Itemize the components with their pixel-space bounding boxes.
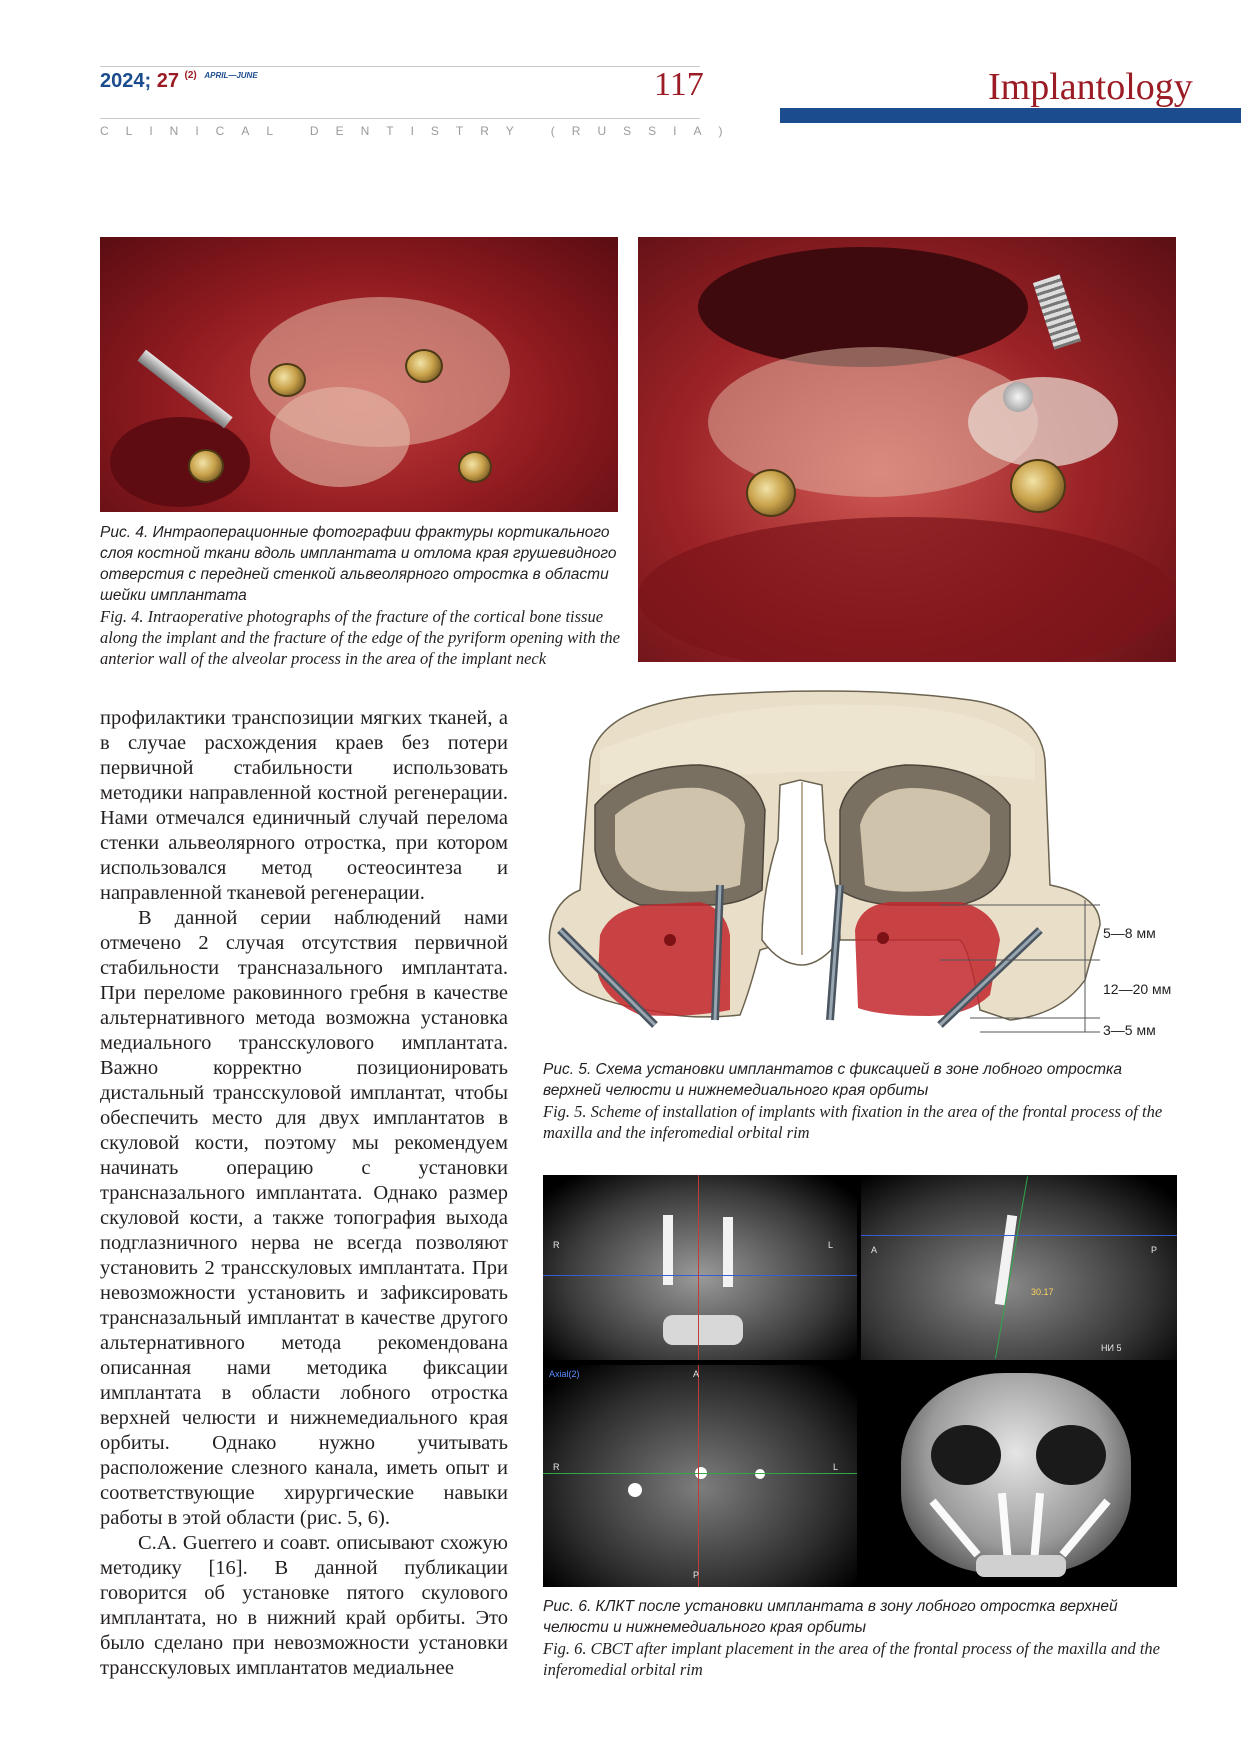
figure6-caption-en: Fig. 6. CBCT after implant placement in the area of the frontal process of the maxilla and the inferomedial orbital rim bbox=[543, 1639, 1161, 1679]
header-bottom-rule bbox=[100, 118, 700, 119]
ct-measurement: 30.17 bbox=[1031, 1287, 1054, 1297]
cbct-panel-axial bbox=[543, 1175, 857, 1360]
figure5-caption bbox=[543, 1059, 1183, 1143]
ct-label: L bbox=[828, 1240, 834, 1250]
cbct-panel-sagittal bbox=[861, 1175, 1177, 1360]
ct-label: A bbox=[693, 1369, 700, 1379]
figure6-cbct bbox=[543, 1175, 1177, 1587]
cbct-panel-3d bbox=[861, 1365, 1177, 1587]
journal-name: CLINICAL DENTISTRY (RUSSIA) bbox=[100, 124, 740, 138]
body-paragraph: профилактики транспозиции мягких тканей, а в случае расхождения краев без потери первичной стабильности использовать методики направленной костной регенерации. Нами отмечался единичный случай перелома стенки альвеолярного отростка, при котором использовался метод остеосинтеза и направленной тканевой регенерации. bbox=[100, 707, 508, 904]
ct-label: L bbox=[833, 1462, 839, 1472]
issue-number: (2) bbox=[184, 70, 197, 81]
implant-left-medial bbox=[715, 885, 720, 1020]
issue-months: APRIL—JUNE bbox=[204, 71, 258, 80]
figure4-caption-ru: Рис. 4. Интраоперационные фотографии фрактуры кортикального слоя костной ткани вдоль имплантата и отлома края грушевидного отверстия с передней стенкой альвеолярного отростка в области шейки имплантата bbox=[100, 524, 617, 604]
dimension-label-2: 12—20 мм bbox=[1103, 981, 1172, 997]
figure6-caption bbox=[543, 1596, 1183, 1680]
section-band bbox=[780, 108, 1241, 123]
figure4-caption-en: Fig. 4. Intraoperative photographs of the fracture of the cortical bone tissue along the implant and the fracture of the edge of the pyriform opening with the anterior wall of the alveolar process in the area of the implant neck bbox=[100, 607, 620, 668]
figure6-caption-ru: Рис. 6. КЛКТ после установки имплантата в зону лобного отростка верхней челюсти и нижнемедиального края орбиты bbox=[543, 1598, 1118, 1636]
figure5-skull-diagram bbox=[540, 690, 1182, 1042]
ct-label: R bbox=[553, 1240, 560, 1250]
body-paragraph: В данной серии наблюдений нами отмечено 2 случая отсутствия первичной стабильности трансназального имплантата. При переломе раковинного гребня в качестве альтернативного метода возможна установка медиального трансскулового имплантата. Важно корректно позиционировать дистальный трансскуловой имплантат, чтобы обеспечить место для двух имплантатов в скуловой кости, поэтому мы рекомендуем начинать операцию с установки трансназального имплантата. Однако размер скуловой кости, а также топография выхода подглазничного нерва не всегда позволяют установить 2 трансскуловых имплантата. При невозможности установить и зафиксировать трансназальный имплантат в качестве другого альтернативного метода рекомендована описанная нами методика фиксации имплантата в области лобного отростка верхней челюсти и нижнемедиального края орбиты. Однако нужно учитывать расположение слезного канала, иметь опыт и соответствующие хирургические навыки работы в этой области (рис. 5, 6). bbox=[100, 907, 508, 1529]
body-paragraph: C.A. Guerrero и соавт. описывают схожую методику [16]. В данной публикации говорится об установке пятого скулового имплантата, но в нижний край орбиты. Это было сделано при невозможности установки трансскуловых имплантатов медиальнее bbox=[100, 1532, 508, 1679]
zygomatic-zone-right bbox=[855, 902, 1000, 1016]
ct-label: НИ 5 bbox=[1101, 1343, 1122, 1353]
page-number: 117 bbox=[654, 66, 704, 103]
figure4-caption bbox=[100, 522, 620, 669]
ct-label: R bbox=[553, 1462, 560, 1472]
figure5-caption-en: Fig. 5. Scheme of installation of implants with fixation in the area of the frontal process of the maxilla and the inferomedial orbital rim bbox=[543, 1102, 1163, 1142]
ct-label: P bbox=[1151, 1245, 1158, 1255]
figure4-photo-right bbox=[638, 237, 1176, 662]
journal-issue bbox=[100, 70, 258, 93]
article-body bbox=[100, 706, 508, 1681]
ct-label: Axial(2) bbox=[549, 1369, 580, 1379]
figure5-caption-ru: Рис. 5. Схема установки имплантатов с фиксацией в зоне лобного отростка верхней челюсти и нижнемедиального края орбиты bbox=[543, 1061, 1122, 1099]
ct-label: P bbox=[693, 1570, 700, 1580]
zygomatic-zone-left bbox=[598, 902, 730, 1016]
section-title: Implantology bbox=[988, 66, 1193, 108]
cbct-panel-coronal bbox=[543, 1365, 857, 1587]
figure4-photo-left bbox=[100, 237, 618, 512]
issue-volume: 27 bbox=[156, 70, 179, 92]
dimension-label-3: 3—5 мм bbox=[1103, 1022, 1156, 1038]
dimension-label-1: 5—8 мм bbox=[1103, 925, 1156, 941]
issue-year: 2024; bbox=[100, 70, 152, 92]
ct-label: A bbox=[871, 1245, 878, 1255]
header-top-rule bbox=[100, 66, 700, 67]
